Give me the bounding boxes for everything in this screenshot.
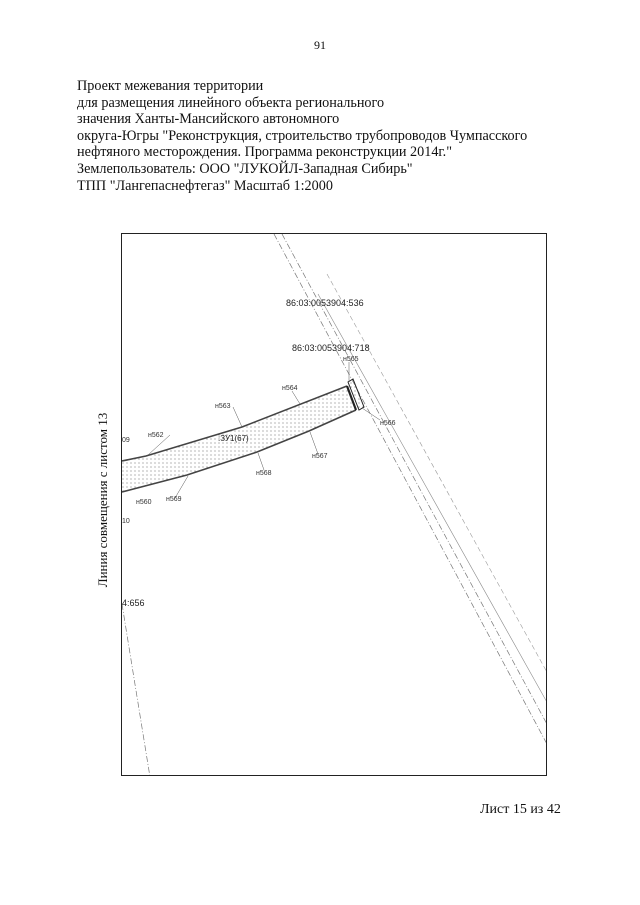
point-label-n565: н565 <box>343 356 359 363</box>
edge-point-label: 09 <box>122 437 130 444</box>
edge-point-label: 10 <box>122 518 130 525</box>
side-label-text: Линия совмещения с листом 13 <box>95 412 110 588</box>
parcel-536-label: 86:03:0053904:536 <box>286 298 364 308</box>
header-line: ТПП "Лангепаснефтегаз" Масштаб 1:2000 <box>77 177 333 194</box>
sheet-counter: Лист 15 из 42 <box>480 802 561 817</box>
boundary-line <box>122 604 150 776</box>
header-line: Землепользователь: ООО "ЛУКОЙЛ-Западная Сибирь" <box>77 160 413 177</box>
point-label-n562: н562 <box>148 432 164 439</box>
point-label-n568: н568 <box>256 470 272 477</box>
boundary-line <box>327 274 547 674</box>
document-header <box>77 78 577 194</box>
point-label-n569: н569 <box>166 496 182 503</box>
header-line: Проект межевания территории <box>77 78 264 94</box>
point-label-n560: н560 <box>136 499 152 506</box>
point-label-n567: н567 <box>312 453 328 460</box>
boundary-line <box>274 234 547 746</box>
header-line: округа-Югры "Реконструкция, строительство трубопроводов Чумпасского <box>77 127 528 144</box>
left-parcel-fragment: 4:656 <box>122 598 145 608</box>
header-line: значения Ханты-Мансийского автономного <box>77 111 340 128</box>
page-number: 91 <box>314 38 326 52</box>
cadastral-map <box>121 233 547 776</box>
header-line: для размещения линейного объекта регионального <box>77 94 385 111</box>
point-label-n563: н563 <box>215 403 231 410</box>
parcel-boundary-lines <box>122 234 547 776</box>
parcel-718-label: 86:03:0053904:718 <box>292 343 370 353</box>
zone-label: :ЗУ1(67) <box>218 434 249 443</box>
point-label-n564: н564 <box>282 385 298 392</box>
header-line: нефтяного месторождения. Программа реконструкции 2014г." <box>77 144 452 161</box>
point-label-n566: н566 <box>380 420 396 427</box>
